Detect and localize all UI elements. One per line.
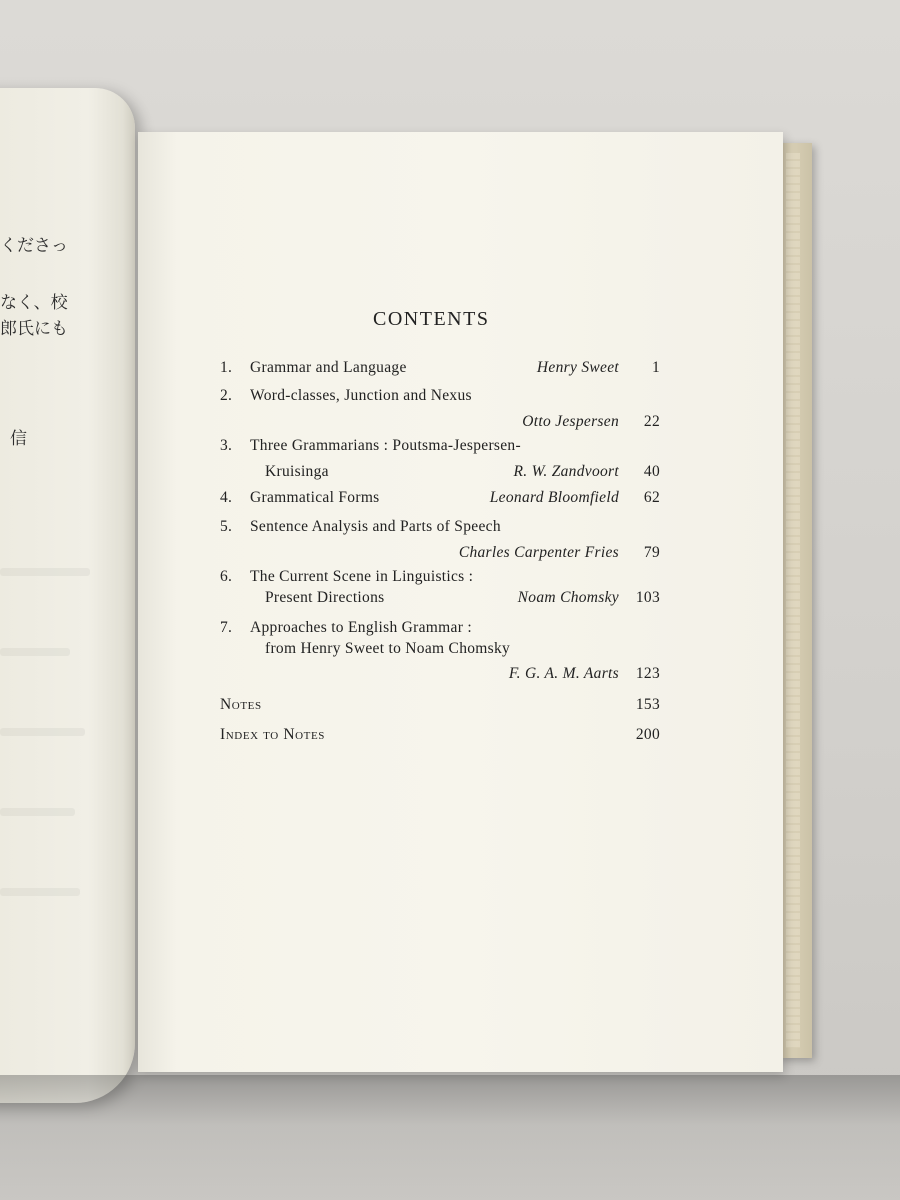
entry-page: 79 — [643, 544, 660, 561]
entry-author: Charles Carpenter Fries — [458, 544, 619, 561]
cover-texture — [786, 153, 800, 1048]
entry-number: 6. — [220, 568, 233, 585]
entry-number: 2. — [220, 387, 233, 404]
entry-author: Noam Chomsky — [517, 589, 619, 606]
toc-notes — [220, 693, 660, 717]
entry-page: 22 — [643, 413, 660, 430]
entry-number: 1. — [220, 359, 233, 376]
shadow — [0, 1075, 900, 1200]
left-page — [0, 88, 135, 1103]
notes-page: 153 — [635, 696, 660, 713]
entry-title-continued: Present Directions — [265, 589, 385, 606]
entry-title: Three Grammarians : Poutsma-Jespersen- — [250, 437, 521, 454]
faded-text — [0, 728, 85, 736]
index-page: 200 — [635, 726, 660, 743]
toc-entry — [220, 356, 660, 380]
left-page-line: くださっ — [0, 236, 68, 256]
entry-author: R. W. Zandvoort — [513, 463, 619, 480]
entry-number: 3. — [220, 437, 233, 454]
toc-entry — [220, 434, 660, 484]
faded-text — [0, 648, 70, 656]
entry-page: 40 — [643, 463, 660, 480]
toc-entry — [220, 515, 660, 565]
faded-text — [0, 808, 75, 816]
toc-entry — [220, 384, 660, 434]
book-cover-edge — [778, 143, 812, 1058]
toc-index — [220, 723, 660, 747]
entry-author: Henry Sweet — [536, 359, 619, 376]
entry-author: Leonard Bloomfield — [489, 489, 619, 506]
left-page-line: なく、校 — [0, 293, 68, 313]
faded-text — [0, 888, 80, 896]
entry-page: 103 — [635, 589, 660, 606]
entry-title: The Current Scene in Linguistics : — [250, 568, 474, 585]
entry-title: Sentence Analysis and Parts of Speech — [250, 518, 501, 535]
entry-author: Otto Jespersen — [522, 413, 619, 430]
toc-entry — [220, 565, 660, 610]
page-title: CONTENTS — [373, 308, 490, 330]
entry-page: 1 — [651, 359, 660, 376]
toc-entry — [220, 486, 660, 510]
entry-page: 123 — [635, 665, 660, 682]
entry-author: F. G. A. M. Aarts — [508, 665, 619, 682]
entry-title: Grammatical Forms — [250, 489, 380, 506]
entry-number: 4. — [220, 489, 233, 506]
entry-title: Grammar and Language — [250, 359, 407, 376]
notes-label: Notes — [220, 696, 262, 713]
entry-title-continued: Kruisinga — [265, 463, 329, 480]
left-page-line: 郎氏にも — [0, 319, 68, 339]
toc-entry — [220, 616, 660, 686]
entry-number: 7. — [220, 619, 233, 636]
entry-page: 62 — [643, 489, 660, 506]
entry-number: 5. — [220, 518, 233, 535]
index-label: Index to Notes — [220, 726, 326, 743]
left-page-line: 信 — [10, 429, 27, 449]
entry-title: Word-classes, Junction and Nexus — [250, 387, 472, 404]
entry-title-continued: from Henry Sweet to Noam Chomsky — [265, 640, 511, 657]
entry-title: Approaches to English Grammar : — [250, 619, 472, 636]
faded-text — [0, 568, 90, 576]
